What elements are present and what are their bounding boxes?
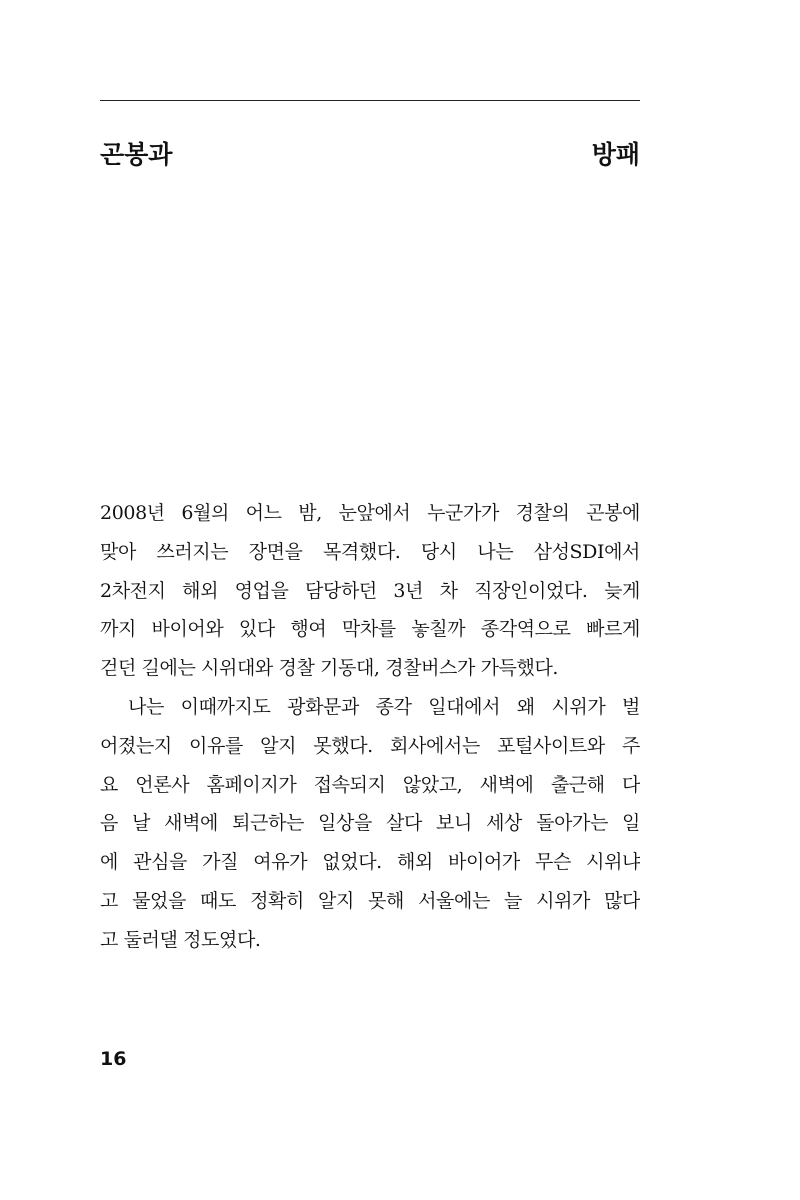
body-line: 고 둘러댈 정도였다. <box>100 928 261 951</box>
body-line: 에 관심을 가질 여유가 없었다. 해외 바이어가 무슨 시위냐 <box>100 851 640 874</box>
header-rule <box>100 100 640 101</box>
body-line: 2008년 6월의 어느 밤, 눈앞에서 누군가가 경찰의 곤봉에 <box>100 502 640 524</box>
chapter-title-left: 곤봉과 <box>100 140 173 169</box>
body-text <box>100 494 640 960</box>
page-number: 16 <box>100 1048 127 1070</box>
body-line: 맞아 쓰러지는 장면을 목격했다. 당시 나는 삼성SDI에서 <box>100 540 640 563</box>
body-line: 까지 바이어와 있다 행여 막차를 놓칠까 종각역으로 빠르게 <box>100 618 640 641</box>
body-line: 2차전지 해외 영업을 담당하던 3년 차 직장인이었다. 늦게 <box>100 579 640 602</box>
body-line: 걷던 길에는 시위대와 경찰 기동대, 경찰버스가 가득했다. <box>100 657 559 680</box>
body-line: 나는 이때까지도 광화문과 종각 일대에서 왜 시위가 벌 <box>128 695 640 718</box>
chapter-title-right: 방패 <box>591 140 640 169</box>
body-line: 고 물었을 때도 정확히 알지 못해 서울에는 늘 시위가 많다 <box>100 889 640 912</box>
body-line: 어졌는지 이유를 알지 못했다. 회사에서는 포털사이트와 주 <box>100 734 640 757</box>
body-line: 음 날 새벽에 퇴근하는 일상을 살다 보니 세상 돌아가는 일 <box>100 812 640 835</box>
body-line: 요 언론사 홈페이지가 접속되지 않았고, 새벽에 출근해 다 <box>100 773 640 796</box>
